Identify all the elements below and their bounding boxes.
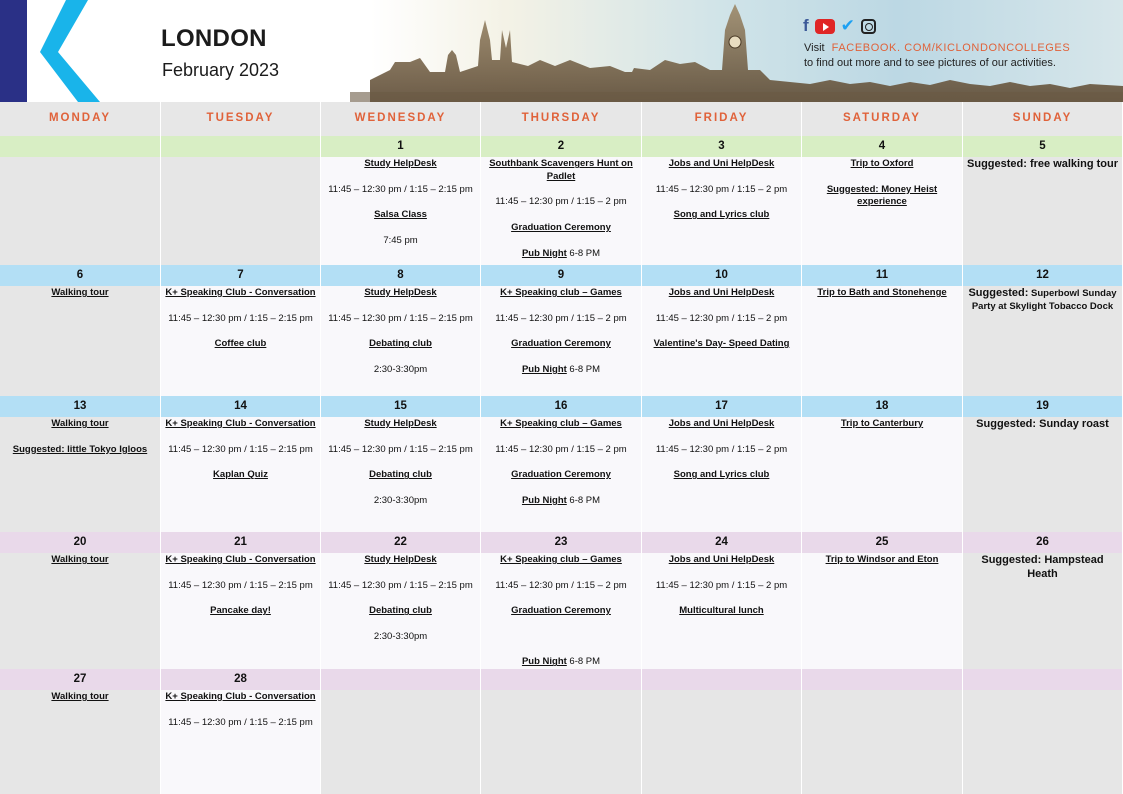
event-title-link[interactable]: Trip to Windsor and Eton bbox=[825, 554, 939, 565]
twitter-icon[interactable]: ✔ bbox=[840, 16, 855, 35]
event-item[interactable] bbox=[483, 656, 639, 669]
day-header-tuesday: TUESDAY bbox=[161, 102, 321, 136]
event-title-link[interactable]: Trip to Bath and Stonehenge bbox=[817, 287, 947, 298]
date-number: 11 bbox=[802, 265, 963, 286]
event-item[interactable] bbox=[483, 495, 639, 508]
month-title: February 2023 bbox=[162, 60, 280, 80]
event-item[interactable] bbox=[163, 418, 318, 431]
spacer bbox=[483, 631, 639, 644]
event-title-link[interactable]: Study HelpDesk bbox=[364, 158, 437, 169]
event-time: 11:45 – 12:30 pm / 1:15 – 2:15 pm bbox=[328, 443, 473, 455]
date-number: 7 bbox=[161, 265, 321, 286]
event-item[interactable] bbox=[483, 364, 639, 377]
event-title-link[interactable]: Suggested: Money Heist experience bbox=[826, 183, 938, 208]
day-cell bbox=[963, 690, 1123, 794]
suggestion-text bbox=[965, 554, 1120, 582]
date-number: 8 bbox=[321, 265, 481, 286]
date-number bbox=[321, 669, 481, 690]
event-item[interactable] bbox=[804, 418, 960, 431]
date-number: 15 bbox=[321, 396, 481, 417]
event-item[interactable] bbox=[483, 418, 639, 431]
event-title-link[interactable]: Pub Night bbox=[521, 494, 567, 506]
suggestion-label: Suggested: free walking tour bbox=[967, 158, 1118, 170]
event-item[interactable] bbox=[2, 444, 158, 457]
date-number: 23 bbox=[481, 532, 642, 553]
date-number bbox=[481, 669, 642, 690]
event-item[interactable] bbox=[323, 605, 478, 618]
suggestion-label: Suggested: Sunday roast bbox=[976, 418, 1109, 430]
event-title-link[interactable]: Walking tour bbox=[51, 554, 109, 565]
date-number: 1 bbox=[321, 136, 481, 157]
event-item[interactable] bbox=[644, 469, 799, 482]
day-header-friday: FRIDAY bbox=[642, 102, 802, 136]
day-cell bbox=[963, 553, 1123, 669]
day-cell bbox=[802, 690, 963, 794]
event-item[interactable] bbox=[2, 418, 158, 431]
event-item[interactable] bbox=[483, 554, 639, 567]
event-title-link[interactable]: Debating club bbox=[369, 469, 432, 481]
event-title-link[interactable]: K+ Speaking Club - Conversation bbox=[165, 691, 316, 702]
day-cell bbox=[0, 157, 161, 265]
day-cell bbox=[0, 417, 161, 532]
event-time: 6-8 PM bbox=[566, 363, 601, 375]
event-time: 11:45 – 12:30 pm / 1:15 – 2 pm bbox=[495, 579, 627, 591]
day-cell bbox=[642, 417, 802, 532]
event-item[interactable] bbox=[323, 418, 478, 431]
event-title-link[interactable]: Suggested: little Tokyo Igloos bbox=[12, 443, 148, 455]
event-item[interactable] bbox=[644, 338, 799, 351]
suggestion-detail: Superbowl Sunday Party at Skylight Tobacco Dock bbox=[971, 288, 1117, 312]
date-number: 18 bbox=[802, 396, 963, 417]
page-header bbox=[0, 0, 1123, 102]
date-number: 5 bbox=[963, 136, 1123, 157]
day-cell bbox=[642, 690, 802, 794]
event-title-link[interactable]: Graduation Ceremony bbox=[511, 221, 611, 233]
event-time: 6-8 PM bbox=[566, 656, 601, 668]
event-item[interactable] bbox=[2, 691, 158, 704]
event-title-link[interactable]: K+ Speaking Club - Conversation bbox=[165, 418, 316, 429]
social-icons bbox=[803, 16, 876, 36]
suggestion-text bbox=[965, 158, 1120, 172]
date-number bbox=[161, 136, 321, 157]
facebook-icon[interactable]: f bbox=[803, 16, 809, 35]
event-title-link[interactable]: Walking tour bbox=[51, 691, 109, 702]
day-cell bbox=[802, 417, 963, 532]
day-header-saturday: SATURDAY bbox=[802, 102, 963, 136]
event-title-link[interactable]: Walking tour bbox=[51, 287, 109, 298]
event-time: 11:45 – 12:30 pm / 1:15 – 2 pm bbox=[495, 443, 627, 455]
suggestion-text bbox=[965, 287, 1120, 314]
day-cell bbox=[321, 690, 481, 794]
event-title-link[interactable]: Pub Night bbox=[521, 247, 567, 259]
event-item[interactable] bbox=[644, 209, 799, 222]
day-cell bbox=[321, 157, 481, 265]
date-number bbox=[642, 669, 802, 690]
event-title-link[interactable]: Jobs and Uni HelpDesk bbox=[668, 418, 775, 429]
city-title: LONDON bbox=[161, 25, 267, 52]
event-title-link[interactable]: Song and Lyrics club bbox=[673, 469, 770, 481]
event-title-link[interactable]: Debating club bbox=[369, 338, 432, 350]
date-number: 9 bbox=[481, 265, 642, 286]
date-number: 13 bbox=[0, 396, 161, 417]
event-title-link[interactable]: Graduation Ceremony bbox=[511, 469, 611, 481]
event-time: 11:45 – 12:30 pm / 1:15 – 2 pm bbox=[655, 579, 788, 591]
date-number bbox=[802, 669, 963, 690]
instagram-icon[interactable] bbox=[861, 19, 876, 34]
day-cell bbox=[321, 417, 481, 532]
day-cell bbox=[321, 553, 481, 669]
event-item[interactable] bbox=[323, 287, 478, 300]
event-time: 11:45 – 12:30 pm / 1:15 – 2 pm bbox=[655, 183, 788, 195]
day-cell bbox=[481, 417, 642, 532]
kaplan-logo bbox=[36, 0, 106, 102]
date-number bbox=[0, 136, 161, 157]
day-cell bbox=[0, 286, 161, 396]
event-time: 11:45 – 12:30 pm / 1:15 – 2:15 pm bbox=[328, 183, 473, 195]
date-number: 2 bbox=[481, 136, 642, 157]
event-title-link[interactable]: Kaplan Quiz bbox=[213, 469, 268, 481]
date-number: 14 bbox=[161, 396, 321, 417]
event-time: 11:45 – 12:30 pm / 1:15 – 2 pm bbox=[495, 196, 627, 208]
event-item[interactable] bbox=[644, 287, 799, 300]
day-cell bbox=[161, 286, 321, 396]
event-time: 11:45 – 12:30 pm / 1:15 – 2 pm bbox=[655, 443, 788, 455]
event-time: 11:45 – 12:30 pm / 1:15 – 2:15 pm bbox=[328, 579, 473, 591]
date-number: 24 bbox=[642, 532, 802, 553]
suggestion-label: Suggested: Hampstead Heath bbox=[981, 554, 1104, 580]
event-title-link[interactable]: K+ Speaking Club - Conversation bbox=[165, 287, 316, 298]
event-title-link[interactable]: Pub Night bbox=[521, 656, 567, 668]
event-time: 11:45 – 12:30 pm / 1:15 – 2:15 pm bbox=[168, 716, 313, 728]
event-time: 6-8 PM bbox=[566, 494, 601, 506]
day-header-sunday: SUNDAY bbox=[963, 102, 1123, 136]
day-header-thursday: THURSDAY bbox=[481, 102, 642, 136]
event-title-link[interactable]: Song and Lyrics club bbox=[673, 209, 770, 221]
day-cell bbox=[642, 157, 802, 265]
event-item[interactable] bbox=[2, 554, 158, 567]
event-item[interactable] bbox=[163, 691, 318, 704]
date-number: 17 bbox=[642, 396, 802, 417]
event-item[interactable] bbox=[483, 158, 639, 184]
date-number: 20 bbox=[0, 532, 161, 553]
event-item[interactable] bbox=[163, 605, 318, 618]
event-time: 11:45 – 12:30 pm / 1:15 – 2:15 pm bbox=[168, 579, 313, 591]
event-title-link[interactable]: Salsa Class bbox=[374, 209, 427, 221]
event-title-link[interactable]: Pancake day! bbox=[210, 605, 271, 617]
date-number: 21 bbox=[161, 532, 321, 553]
event-title-link[interactable]: Study HelpDesk bbox=[364, 418, 437, 429]
day-cell bbox=[161, 417, 321, 532]
event-time: 2:30-3:30pm bbox=[373, 494, 428, 506]
day-cell bbox=[802, 157, 963, 265]
event-item[interactable] bbox=[804, 184, 960, 210]
event-title-link[interactable]: K+ Speaking club – Games bbox=[500, 418, 622, 429]
event-time: 11:45 – 12:30 pm / 1:15 – 2:15 pm bbox=[168, 443, 313, 455]
event-time: 2:30-3:30pm bbox=[373, 630, 428, 642]
event-item[interactable] bbox=[323, 469, 478, 482]
day-cell bbox=[161, 690, 321, 794]
date-number bbox=[963, 669, 1123, 690]
date-number: 6 bbox=[0, 265, 161, 286]
date-number: 28 bbox=[161, 669, 321, 690]
date-number: 3 bbox=[642, 136, 802, 157]
event-item[interactable] bbox=[483, 605, 639, 618]
day-cell bbox=[481, 690, 642, 794]
day-cell bbox=[802, 286, 963, 396]
event-time: 7:45 pm bbox=[383, 234, 418, 246]
event-title-link[interactable]: Jobs and Uni HelpDesk bbox=[668, 158, 775, 169]
event-title-link[interactable]: Debating club bbox=[369, 605, 432, 617]
event-item[interactable] bbox=[323, 158, 478, 171]
event-item[interactable] bbox=[483, 222, 639, 235]
event-title-link[interactable]: Trip to Oxford bbox=[850, 158, 914, 169]
event-title-link[interactable]: Trip to Canterbury bbox=[840, 418, 924, 429]
event-title-link[interactable]: Study HelpDesk bbox=[364, 554, 437, 565]
event-title-link[interactable]: Pub Night bbox=[521, 363, 567, 375]
date-number: 4 bbox=[802, 136, 963, 157]
event-item[interactable] bbox=[644, 158, 799, 171]
event-title-link[interactable]: Multicultural lunch bbox=[679, 605, 764, 617]
date-number: 22 bbox=[321, 532, 481, 553]
date-number: 10 bbox=[642, 265, 802, 286]
date-number: 25 bbox=[802, 532, 963, 553]
day-cell bbox=[321, 286, 481, 396]
date-number: 12 bbox=[963, 265, 1123, 286]
event-time: 11:45 – 12:30 pm / 1:15 – 2 pm bbox=[495, 312, 627, 324]
event-item[interactable] bbox=[163, 338, 318, 351]
day-cell bbox=[963, 157, 1123, 265]
visit-line bbox=[804, 42, 1070, 54]
day-cell bbox=[802, 553, 963, 669]
day-cell bbox=[0, 553, 161, 669]
event-item[interactable] bbox=[483, 287, 639, 300]
day-header-monday: MONDAY bbox=[0, 102, 161, 136]
event-item[interactable] bbox=[323, 554, 478, 567]
event-title-link[interactable]: Jobs and Uni HelpDesk bbox=[668, 554, 775, 565]
event-title-link[interactable]: Walking tour bbox=[51, 418, 109, 429]
suggestion-label: Suggested: bbox=[968, 287, 1029, 299]
event-time: 2:30-3:30pm bbox=[373, 363, 428, 375]
visit-suffix: to find out more and to see pictures of our activities. bbox=[804, 57, 1056, 69]
event-item[interactable] bbox=[323, 209, 478, 222]
suggestion-text bbox=[965, 418, 1120, 432]
event-item[interactable] bbox=[644, 605, 799, 618]
event-item[interactable] bbox=[163, 554, 318, 567]
event-title-link[interactable]: Jobs and Uni HelpDesk bbox=[668, 287, 775, 298]
event-item[interactable] bbox=[804, 158, 960, 171]
date-number: 26 bbox=[963, 532, 1123, 553]
event-item[interactable] bbox=[483, 469, 639, 482]
event-item[interactable] bbox=[163, 469, 318, 482]
date-number: 16 bbox=[481, 396, 642, 417]
event-title-link[interactable]: Southbank Scavengers Hunt on Padlet bbox=[489, 158, 633, 182]
event-title-link[interactable]: Study HelpDesk bbox=[364, 287, 437, 298]
date-number: 27 bbox=[0, 669, 161, 690]
event-title-link[interactable]: Coffee club bbox=[214, 338, 267, 350]
event-time: 11:45 – 12:30 pm / 1:15 – 2:15 pm bbox=[168, 312, 313, 324]
day-header-wednesday: WEDNESDAY bbox=[321, 102, 481, 136]
event-time: 11:45 – 12:30 pm / 1:15 – 2:15 pm bbox=[328, 312, 473, 324]
visit-prefix: Visit bbox=[804, 42, 825, 54]
brand-bar bbox=[0, 0, 27, 102]
event-item[interactable] bbox=[2, 287, 158, 300]
day-cell bbox=[161, 553, 321, 669]
event-title-link[interactable]: Graduation Ceremony bbox=[511, 338, 611, 350]
event-title-link[interactable]: Valentine's Day- Speed Dating bbox=[653, 338, 790, 350]
day-cell bbox=[642, 553, 802, 669]
day-cell bbox=[481, 157, 642, 265]
event-time: 11:45 – 12:30 pm / 1:15 – 2 pm bbox=[655, 312, 788, 324]
event-title-link[interactable]: K+ Speaking Club - Conversation bbox=[165, 554, 316, 565]
event-time: 6-8 PM bbox=[566, 247, 601, 259]
day-cell bbox=[161, 157, 321, 265]
event-item[interactable] bbox=[644, 554, 799, 567]
day-cell bbox=[963, 417, 1123, 532]
facebook-link[interactable]: FACEBOOK. COM/KICLONDONCOLLEGES bbox=[831, 42, 1071, 54]
day-cell bbox=[642, 286, 802, 396]
event-item[interactable] bbox=[804, 287, 960, 300]
event-item[interactable] bbox=[483, 338, 639, 351]
day-cell bbox=[0, 690, 161, 794]
day-cell bbox=[963, 286, 1123, 396]
event-item[interactable] bbox=[323, 338, 478, 351]
day-cell bbox=[481, 553, 642, 669]
date-number: 19 bbox=[963, 396, 1123, 417]
day-cell bbox=[481, 286, 642, 396]
event-title-link[interactable]: Graduation Ceremony bbox=[511, 605, 611, 617]
event-item[interactable] bbox=[804, 554, 960, 567]
event-item[interactable] bbox=[163, 287, 318, 300]
event-title-link[interactable]: K+ Speaking club – Games bbox=[500, 287, 622, 298]
event-title-link[interactable]: K+ Speaking club – Games bbox=[500, 554, 622, 565]
youtube-icon[interactable] bbox=[815, 19, 835, 34]
event-item[interactable] bbox=[483, 248, 639, 261]
event-item[interactable] bbox=[644, 418, 799, 431]
